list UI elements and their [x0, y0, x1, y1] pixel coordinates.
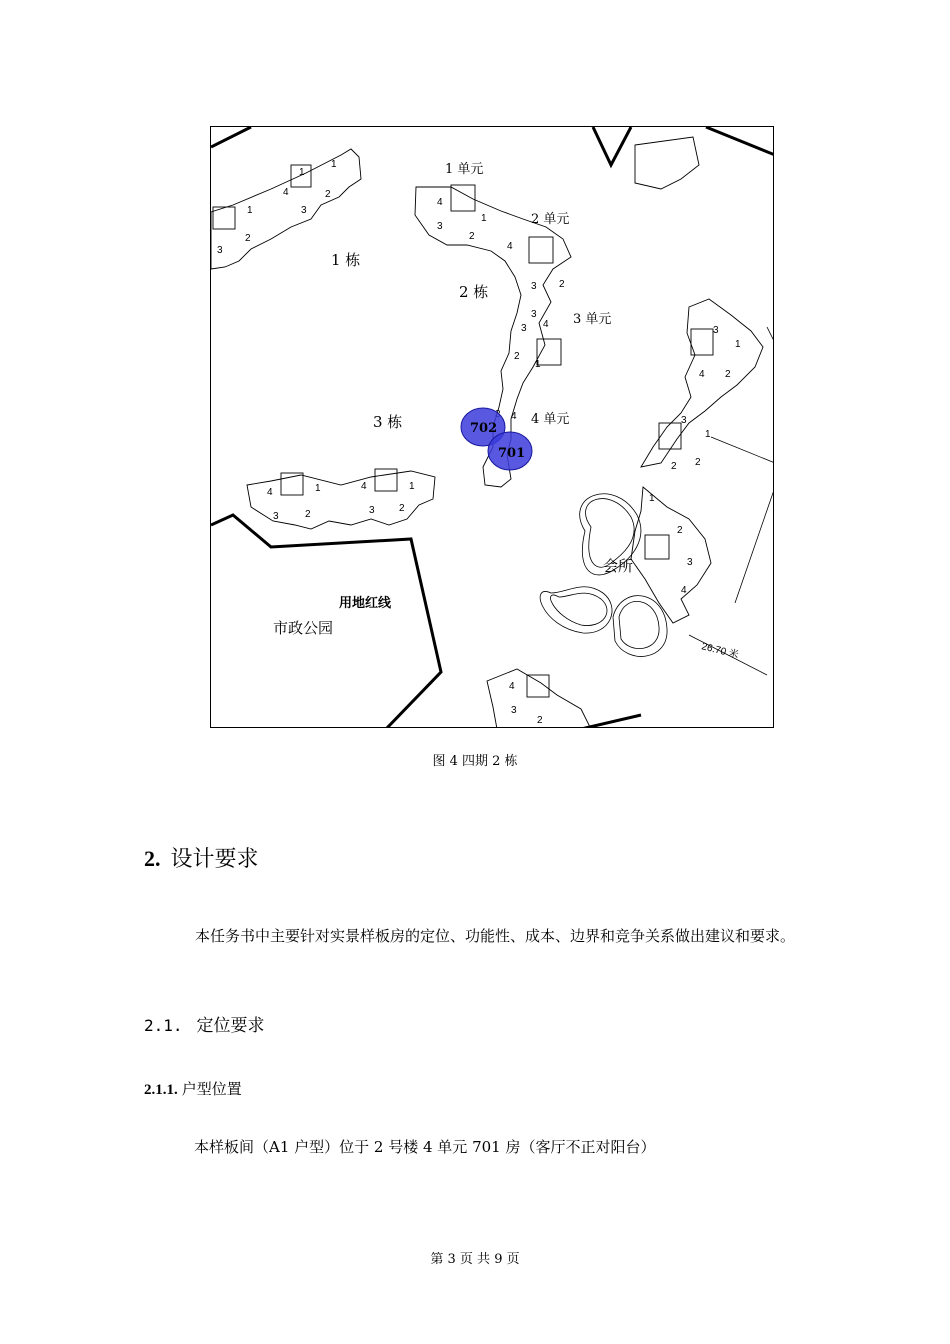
- building-right: [641, 299, 763, 472]
- svg-text:1: 1: [409, 481, 415, 492]
- svg-text:3: 3: [521, 323, 527, 334]
- svg-text:2: 2: [537, 715, 543, 726]
- svg-text:3: 3: [437, 221, 443, 232]
- svg-text:1: 1: [315, 483, 321, 494]
- unit-1-label: 1 单元: [445, 162, 484, 177]
- clubhouse-landscape: [540, 494, 667, 657]
- svg-text:3: 3: [301, 205, 307, 216]
- svg-text:3: 3: [681, 415, 687, 426]
- svg-text:1: 1: [535, 359, 541, 370]
- unit-2-label: 2 单元: [531, 212, 570, 227]
- svg-text:3: 3: [531, 309, 537, 320]
- section-number: 2.: [144, 846, 161, 871]
- building-bottom: [487, 669, 591, 728]
- svg-text:2: 2: [559, 279, 565, 290]
- building-3: [247, 469, 435, 529]
- svg-text:4: 4: [283, 187, 289, 198]
- subsection-number: 2.1.: [144, 1016, 183, 1035]
- section-title: 设计要求: [170, 847, 259, 872]
- svg-text:3: 3: [273, 511, 279, 522]
- svg-text:4: 4: [361, 481, 367, 492]
- boundary-line-top-right: [593, 127, 631, 165]
- building-1-label: 1 栋: [331, 251, 361, 269]
- section-intro-paragraph: 本任务书中主要针对实景样板房的定位、功能性、成本、边界和竞争关系做出建议和要求。: [195, 927, 796, 945]
- svg-text:4: 4: [267, 487, 273, 498]
- svg-text:4: 4: [511, 411, 517, 422]
- park-label: 市政公园: [273, 619, 334, 637]
- svg-text:3: 3: [713, 325, 719, 336]
- svg-text:2: 2: [671, 461, 677, 472]
- red-line-label: 用地红线: [339, 596, 392, 611]
- svg-text:2: 2: [399, 503, 405, 514]
- subsubsection-heading: [144, 1078, 242, 1099]
- svg-text:4: 4: [507, 241, 513, 252]
- subsection-title: 定位要求: [196, 1016, 265, 1036]
- boundary-line-top-left: [211, 127, 251, 147]
- site-plan-figure: [210, 126, 774, 728]
- svg-text:4: 4: [699, 369, 705, 380]
- svg-text:1: 1: [481, 213, 487, 224]
- svg-text:3: 3: [369, 505, 375, 516]
- svg-text:1: 1: [705, 429, 711, 440]
- subsection-heading: [144, 1011, 265, 1036]
- svg-text:2: 2: [305, 509, 311, 520]
- svg-text:3: 3: [687, 557, 693, 568]
- svg-text:1: 1: [331, 159, 337, 170]
- svg-text:2: 2: [469, 231, 475, 242]
- svg-text:4: 4: [509, 681, 515, 692]
- room-702-label: 702: [470, 421, 498, 436]
- dimension-label: 26.70 米: [700, 641, 740, 662]
- svg-text:3: 3: [217, 245, 223, 256]
- boundary-line-right: [706, 127, 774, 155]
- building-outline: [635, 137, 699, 189]
- svg-text:2: 2: [245, 233, 251, 244]
- unit-location-paragraph: 本样板间（A1 户型）位于 2 号楼 4 单元 701 房（客厅不正对阳台）: [194, 1138, 656, 1156]
- svg-text:2: 2: [325, 189, 331, 200]
- building-3-label: 3 栋: [373, 413, 403, 431]
- svg-text:4: 4: [437, 197, 443, 208]
- building-2-label: 2 栋: [459, 283, 489, 301]
- subsubsection-number: 2.1.1.: [144, 1082, 178, 1098]
- svg-text:4: 4: [681, 585, 687, 596]
- figure-caption: 图 4 四期 2 栋: [432, 754, 518, 769]
- svg-text:1: 1: [649, 493, 655, 504]
- subsubsection-title: 户型位置: [181, 1080, 242, 1098]
- svg-text:3: 3: [511, 705, 517, 716]
- page-footer: 第 3 页 共 9 页: [430, 1252, 520, 1267]
- svg-text:3: 3: [531, 281, 537, 292]
- clubhouse-label: 会所: [603, 557, 634, 575]
- section-heading: [144, 842, 259, 873]
- room-701-label: 701: [498, 446, 526, 461]
- svg-text:4: 4: [543, 319, 549, 330]
- svg-text:2: 2: [725, 369, 731, 380]
- svg-text:2: 2: [677, 525, 683, 536]
- unit-3-label: 3 单元: [573, 312, 612, 327]
- unit-4-label: 4 单元: [531, 412, 570, 427]
- svg-text:1: 1: [299, 167, 305, 178]
- site-plan-drawing: [211, 127, 774, 728]
- svg-text:1: 1: [247, 205, 253, 216]
- svg-text:2: 2: [695, 457, 701, 468]
- svg-text:2: 2: [514, 351, 520, 362]
- svg-text:1: 1: [735, 339, 741, 350]
